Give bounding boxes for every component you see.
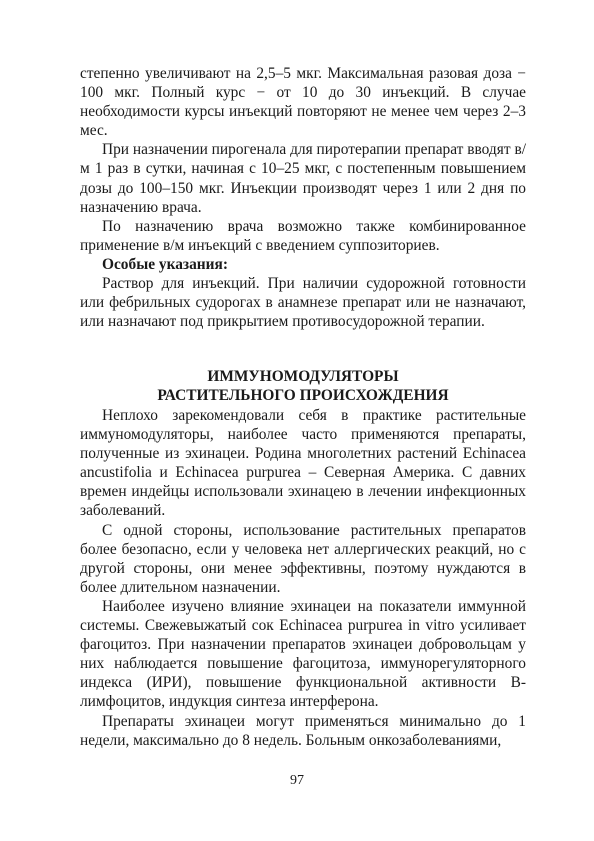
paragraph-combined-use: По назначению врача возможно также комбинированное применение в/м инъекций с введением суппозиториев. (80, 217, 526, 254)
paragraph-echinacea-intro: Неплохо зарекомендовали себя в практике растительные иммуномодуляторы, наиболее часто применяются препараты, полученные из эхинацеи. Родина многолетних растений Echinacea ancustifolia и Echinacea purpurea – Северная Америка. С давних времен индейцы использовали эхинацею в лечении инфекционных заболеваний. (80, 407, 526, 520)
heading-line-1: ИММУНОМОДУЛЯТОРЫ (207, 368, 399, 385)
section-heading (80, 367, 526, 405)
paragraph-safety: С одной стороны, использование растительных препаратов более безопасно, если у человека нет аллергических реакций, но с другой стороны, они менее эффективны, поэтому нуждаются в более длительном назначении. (80, 521, 526, 596)
section-1-text (80, 64, 526, 331)
page-number: 97 (290, 773, 304, 788)
paragraph-pyrogenal-dosing: При назначении пирогенала для пиротерапии препарат вводят в/м 1 раз в сутки, начиная с 10–25 мкг, с постепенным повышением дозы до 100–150 мкг. Инъекции производят через 1 или 2 дня по назначению врача. (80, 141, 526, 216)
paragraph-continuation: степенно увеличивают на 2,5–5 мкг. Максимальная разовая доза − 100 мкг. Полный курс − от 10 до 30 инъекций. В случае необходимости курсы инъекций повторяют не менее чем через 2–3 мес. (80, 65, 526, 140)
paragraph-immune-effects: Наиболее изучено влияние эхинацеи на показатели иммунной системы. Свежевыжатый сок Echinacea purpurea in vitro усиливает фагоцитоз. При назначении препаратов эхинацеи добровольцам у них наблюдается повышение фагоцитоза, иммунорегуляторного индекса (ИРИ), повышение функциональной активности В-лимфоцитов, индукция синтеза интерферона. (80, 597, 526, 711)
paragraph-duration: Препараты эхинацеи могут применяться минимально до 1 недели, максимально до 8 недель. Больным онкозаболеваниями, (80, 712, 526, 749)
special-instructions-title: Особые указания: (102, 255, 228, 273)
paragraph-special-instructions: Раствор для инъекций. При наличии судорожной готовности или фебрильных судорогах в анамнезе препарат или не назначают, или назначают под прикрытием противосудорожной терапии. (80, 275, 526, 331)
heading-line-2: РАСТИТЕЛЬНОГО ПРОИСХОЖДЕНИЯ (157, 387, 449, 405)
section-2-text (80, 406, 526, 750)
